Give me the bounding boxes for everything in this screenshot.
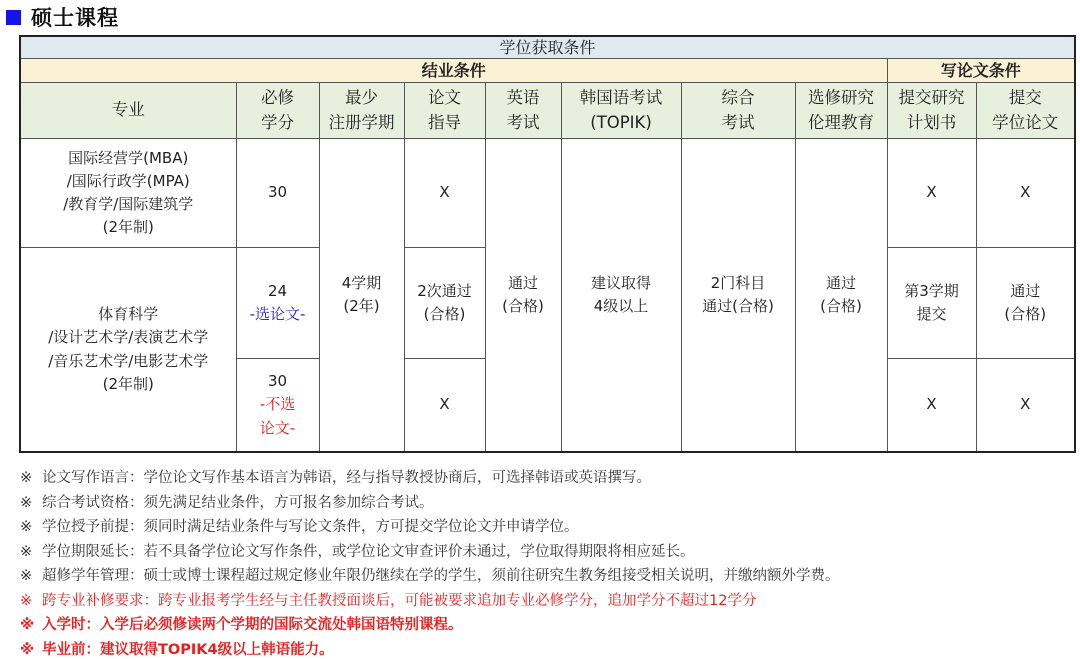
- cell-line: 4学期: [341, 273, 382, 292]
- major-line: (2年制): [102, 374, 154, 393]
- note-item: [20, 491, 1075, 516]
- note-text: 综合考试资格：须先满足结业条件，方可报名参加综合考试。: [42, 494, 434, 511]
- col-header-thesis-guide: [404, 83, 485, 139]
- col-header-english: [485, 83, 561, 139]
- note-item-highlight: [20, 638, 1075, 659]
- major-line: 体育科学: [98, 305, 159, 323]
- reference-mark-icon: ※: [20, 543, 33, 560]
- note-text: 学位期限延长：若不具备学位论文写作条件，或学位论文审查评价未通过，学位取得期限将相应延长。: [42, 543, 695, 560]
- credit-value: 24: [267, 281, 288, 300]
- major-line: /国际行政学(MPA): [66, 171, 190, 190]
- col-header-korean: [561, 83, 681, 139]
- header-line: 最少: [345, 87, 378, 107]
- header-line: 计划书: [906, 112, 957, 132]
- cell-line: 通过: [825, 273, 856, 292]
- note-item: [20, 466, 1075, 491]
- header-line: (TOPIK): [590, 112, 652, 132]
- reference-mark-icon: ※: [20, 494, 33, 511]
- cell-line: 通过: [507, 273, 538, 292]
- note-item: [20, 540, 1075, 565]
- header-line: 论文: [428, 87, 461, 107]
- reference-mark-icon: ※: [20, 592, 33, 609]
- credits-cell-no-thesis: [236, 359, 319, 453]
- cell-line: (合格): [423, 305, 466, 323]
- header-line: 注册学期: [328, 112, 395, 132]
- no-thesis-option-label: -不选: [259, 395, 296, 414]
- thesis-guide-cell-mba: X: [404, 139, 485, 248]
- col-header-min-enroll: [319, 83, 404, 139]
- credits-cell-mba: 30: [236, 139, 319, 248]
- reference-mark-icon: ※: [20, 641, 35, 658]
- submit-cell-thesis: [976, 248, 1075, 359]
- notes-list: [20, 466, 1075, 659]
- note-item: [20, 515, 1075, 540]
- major-line: 国际经营学(MBA): [68, 148, 189, 167]
- cell-line: 2门科目: [710, 273, 766, 292]
- note-text: 毕业前：建议取得TOPIK4级以上韩语能力。: [42, 641, 334, 658]
- plan-cell-no-thesis: X: [887, 359, 976, 453]
- header-line: 学位论文: [992, 112, 1059, 132]
- ethics-cell: [795, 139, 887, 453]
- thesis-option-label: -选论文-: [249, 305, 306, 323]
- col-header-submit: [976, 83, 1075, 139]
- major-cell-sports: [20, 248, 236, 453]
- col-header-credits: [236, 83, 319, 139]
- note-item: [20, 564, 1075, 589]
- col-header-major: 专业: [20, 83, 236, 139]
- col-header-plan: [887, 83, 976, 139]
- reference-mark-icon: ※: [20, 519, 33, 535]
- major-line: (2年制): [102, 218, 154, 237]
- reference-mark-icon: ※: [20, 568, 33, 584]
- degree-requirements-table: [19, 35, 1076, 453]
- note-text: 超修学年管理：硕士或博士课程超过规定修业年限仍继续在学的学生，须前往研究生教务组接受相关说明，并缴纳额外学费。: [42, 568, 840, 584]
- plan-cell-mba: X: [887, 139, 976, 248]
- header-line: 选修研究: [808, 87, 874, 107]
- group-header-thesis: 写论文条件: [887, 59, 1075, 83]
- cell-line: (合格): [820, 297, 862, 315]
- english-cell: [485, 139, 561, 453]
- cell-line: 通过: [1010, 281, 1041, 300]
- section-title: 硕士课程: [31, 6, 119, 30]
- major-cell-mba: [20, 139, 236, 248]
- header-line: 考试: [506, 112, 540, 132]
- thesis-guide-cell-no-thesis: X: [404, 359, 485, 453]
- note-text: 论文写作语言：学位论文写作基本语言为韩语，经与指导教授协商后，可选择韩语或英语撰写。: [42, 470, 651, 486]
- major-line: /音乐艺术学/电影艺术学: [48, 351, 209, 370]
- table-title: 学位获取条件: [20, 36, 1075, 59]
- group-header-completion: 结业条件: [20, 59, 887, 83]
- cell-line: 通过(合格): [702, 297, 774, 315]
- reference-mark-icon: ※: [20, 617, 35, 633]
- header-line: 必修: [261, 87, 294, 107]
- header-line: 提交研究: [898, 87, 965, 107]
- header-line: 英语: [506, 87, 540, 107]
- cell-line: (合格): [502, 297, 544, 315]
- korean-cell: [561, 139, 681, 453]
- header-line: 提交: [1008, 87, 1042, 107]
- credit-value: 30: [267, 372, 288, 391]
- note-item-highlight: [20, 613, 1075, 638]
- cell-line: 2次通过: [417, 281, 472, 300]
- thesis-guide-cell-thesis: [404, 248, 485, 359]
- submit-cell-mba: X: [976, 139, 1075, 248]
- note-item-highlight: [20, 589, 1075, 614]
- cell-line: 第3学期: [904, 281, 959, 300]
- cell-line: (2年): [343, 297, 380, 315]
- header-line: 韩国语考试: [579, 87, 663, 107]
- plan-cell-thesis: [887, 248, 976, 359]
- cell-line: (合格): [1004, 305, 1047, 323]
- no-thesis-option-label: 论文-: [259, 418, 296, 437]
- header-line: 考试: [721, 112, 755, 132]
- col-header-ethics: [795, 83, 887, 139]
- table-row: [20, 139, 1075, 248]
- min-enroll-cell: [319, 139, 404, 453]
- header-line: 综合: [721, 87, 755, 107]
- cell-line: 建议取得: [590, 273, 651, 292]
- note-text: 入学时：入学后必须修读两个学期的国际交流处韩国语特别课程。: [42, 617, 463, 633]
- note-text: 跨专业补修要求：跨专业报考学生经与主任教授面谈后，可能被要求追加专业必修学分，追加学分不超过12学分: [42, 592, 757, 609]
- cell-line: 4级以上: [593, 297, 649, 315]
- reference-mark-icon: ※: [20, 470, 33, 486]
- section-heading: [6, 2, 119, 32]
- header-line: 伦理教育: [808, 112, 874, 132]
- cell-line: 提交: [916, 305, 947, 323]
- submit-cell-no-thesis: X: [976, 359, 1075, 453]
- comprehensive-cell: [681, 139, 795, 453]
- header-line: 学分: [261, 112, 294, 132]
- major-line: /教育学/国际建筑学: [63, 195, 194, 213]
- square-bullet-icon: [6, 10, 21, 25]
- header-line: 指导: [428, 112, 461, 132]
- credits-cell-thesis: [236, 248, 319, 359]
- major-line: /设计艺术学/表演艺术学: [48, 328, 209, 347]
- col-header-comprehensive: [681, 83, 795, 139]
- note-text: 学位授予前提：须同时满足结业条件与写论文条件，方可提交学位论文并申请学位。: [42, 519, 579, 535]
